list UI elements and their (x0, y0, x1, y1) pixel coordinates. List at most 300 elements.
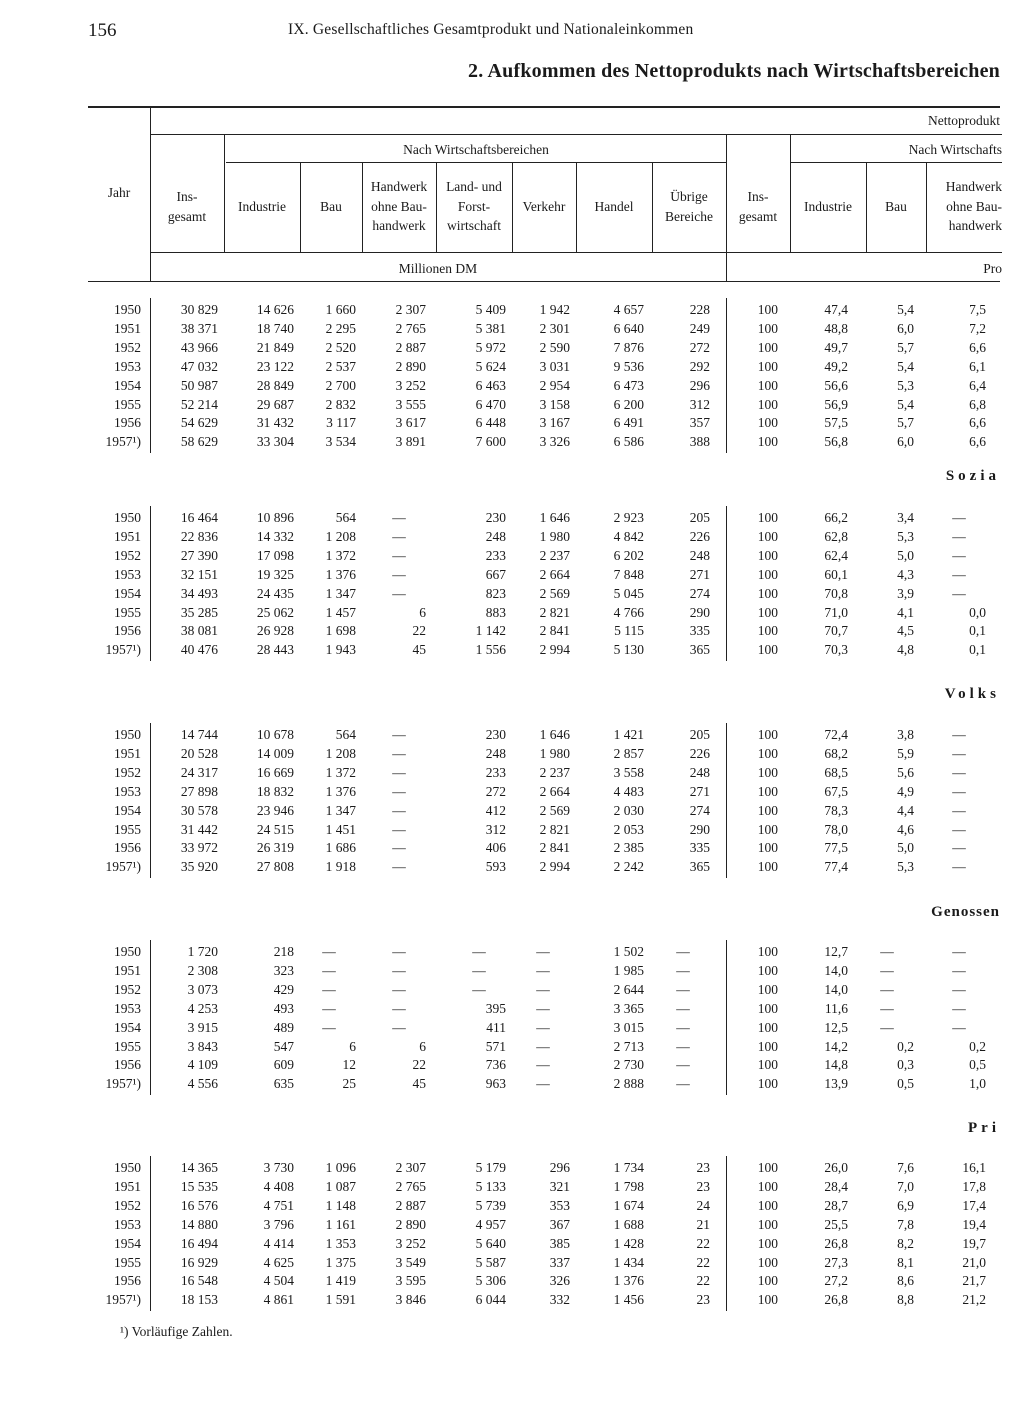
cell-handwerk-percent: 6,4 (969, 377, 986, 393)
cell-verkehr: 1 646 (539, 510, 570, 525)
cell-insgesamt: 38 371 (180, 320, 218, 336)
cell-land-forstwirtschaft: 571 (485, 1038, 506, 1054)
header-column-rule (224, 134, 225, 252)
cell-uebrige-bereiche: 248 (689, 764, 710, 780)
cell-industrie-percent: 48,8 (824, 320, 848, 336)
cell-jahr: 1954 (114, 585, 141, 601)
cell-insgesamt-percent: 100 (757, 1254, 778, 1270)
cell-insgesamt-percent: 100 (757, 642, 778, 658)
cell-insgesamt-percent: 100 (757, 727, 778, 742)
cell-handwerk-percent: — (952, 1000, 966, 1016)
cell-handel: 7 848 (613, 566, 644, 582)
cell-land-forstwirtschaft: 1 142 (475, 623, 506, 639)
cell-uebrige-bereiche: 205 (689, 727, 710, 742)
cell-bau-percent: 6,9 (897, 1197, 914, 1213)
section-title: Volks (944, 686, 1000, 702)
cell-industrie-percent: 49,2 (824, 358, 848, 374)
cell-verkehr: 2 994 (539, 859, 570, 875)
cell-uebrige-bereiche: 228 (689, 302, 710, 317)
cell-verkehr: 2 994 (539, 642, 570, 658)
cell-industrie: 24 515 (256, 821, 294, 837)
cell-verkehr: 2 841 (539, 840, 570, 856)
cell-bau-percent: 6,0 (897, 434, 914, 450)
cell-insgesamt: 35 285 (180, 604, 218, 620)
cell-land-forstwirtschaft: 406 (485, 840, 506, 856)
cell-verkehr: 1 646 (539, 727, 570, 742)
cell-jahr: 1956 (114, 415, 141, 431)
cell-handwerk: — (392, 840, 406, 856)
cell-insgesamt-percent: 100 (757, 1292, 778, 1308)
cell-handwerk: — (392, 981, 406, 997)
unit-rule (88, 281, 1000, 282)
cell-handwerk-percent: 0,2 (969, 1038, 986, 1054)
cell-industrie: 3 796 (263, 1216, 294, 1232)
cell-insgesamt-percent: 100 (757, 434, 778, 450)
cell-handel: 5 045 (613, 585, 644, 601)
cell-land-forstwirtschaft: 230 (485, 510, 506, 525)
cell-bau: 1 591 (325, 1292, 356, 1308)
cell-verkehr: — (536, 1057, 550, 1073)
handwerk-header: Handwerk ohne Bau- handwerk (370, 179, 428, 233)
cell-insgesamt: 15 535 (180, 1178, 218, 1194)
cell-bau-percent: 0,3 (897, 1057, 914, 1073)
cell-uebrige-bereiche: 249 (689, 320, 710, 336)
cell-insgesamt-percent: 100 (757, 528, 778, 544)
cell-handel: 2 888 (613, 1076, 644, 1092)
cell-insgesamt-percent: 100 (757, 415, 778, 431)
cell-uebrige-bereiche: — (676, 1038, 690, 1054)
cell-handel: 1 688 (613, 1216, 644, 1232)
cell-industrie-percent: 26,8 (824, 1292, 848, 1308)
cell-industrie-percent: 78,0 (824, 821, 848, 837)
cell-insgesamt: 14 880 (180, 1216, 218, 1232)
cell-insgesamt-percent: 100 (757, 320, 778, 336)
cell-land-forstwirtschaft: 5 640 (475, 1235, 506, 1251)
cell-industrie-percent: 70,3 (824, 642, 848, 658)
cell-insgesamt-percent: 100 (757, 821, 778, 837)
cell-verkehr: 2 954 (539, 377, 570, 393)
cell-industrie-percent: 77,4 (824, 859, 848, 875)
data-column-rule (726, 298, 727, 453)
cell-bau: 2 700 (325, 377, 356, 393)
cell-handel: 2 644 (613, 981, 644, 997)
cell-uebrige-bereiche: 296 (689, 377, 710, 393)
cell-bau-percent: 5,0 (897, 840, 914, 856)
cell-handwerk-percent: — (952, 821, 966, 837)
jahr-header: Jahr (107, 185, 131, 200)
cell-bau: 12 (342, 1057, 356, 1073)
cell-bau: 1 347 (325, 585, 356, 601)
cell-jahr: 1956 (114, 1057, 141, 1073)
cell-handwerk-percent: 0,1 (969, 623, 986, 639)
cell-insgesamt: 43 966 (180, 339, 218, 355)
cell-handwerk-percent: — (952, 944, 966, 959)
cell-jahr: 1952 (114, 981, 141, 997)
cell-industrie: 19 325 (256, 566, 294, 582)
cell-handwerk-percent: 7,5 (969, 302, 986, 317)
cell-handel: 1 734 (613, 1160, 644, 1175)
cell-industrie: 4 408 (263, 1178, 294, 1194)
cell-bau: 1 372 (325, 764, 356, 780)
cell-industrie: 3 730 (263, 1160, 294, 1175)
cell-verkehr: — (536, 981, 550, 997)
cell-insgesamt-percent: 100 (757, 358, 778, 374)
cell-handwerk-percent: 17,4 (962, 1197, 986, 1213)
cell-bau: 1 353 (325, 1235, 356, 1251)
cell-bau: 1 376 (325, 566, 356, 582)
cell-bau: 1 698 (325, 623, 356, 639)
cell-land-forstwirtschaft: 411 (486, 1019, 506, 1035)
uebrige-bereiche-header: Übrige Bereiche (665, 189, 713, 224)
cell-verkehr: 2 569 (539, 802, 570, 818)
cell-handel: 6 200 (613, 396, 644, 412)
cell-verkehr: 296 (549, 1160, 570, 1175)
cell-bau-percent: 5,7 (897, 415, 914, 431)
cell-industrie: 23 122 (256, 358, 294, 374)
cell-insgesamt: 32 151 (180, 566, 218, 582)
cell-insgesamt: 34 493 (180, 585, 218, 601)
cell-jahr: 1950 (114, 510, 141, 525)
cell-industrie: 31 432 (256, 415, 294, 431)
cell-bau-percent: 7,0 (897, 1178, 914, 1194)
running-head: IX. Gesellschaftliches Gesamtprodukt und Nationaleinkommen (288, 21, 694, 38)
cell-bau: — (322, 962, 336, 978)
cell-jahr: 1955 (114, 604, 141, 620)
cell-land-forstwirtschaft: 5 306 (475, 1273, 506, 1289)
cell-jahr: 1957¹) (105, 859, 141, 875)
cell-insgesamt-percent: 100 (757, 566, 778, 582)
cell-handwerk: — (392, 1000, 406, 1016)
cell-handwerk-percent: 6,6 (969, 415, 986, 431)
cell-handel: 1 985 (613, 962, 644, 978)
cell-insgesamt-percent: 100 (757, 396, 778, 412)
cell-handel: 2 730 (613, 1057, 644, 1073)
cell-land-forstwirtschaft: 667 (485, 566, 506, 582)
cell-bau: 1 943 (325, 642, 356, 658)
cell-industrie-percent: 62,4 (824, 547, 848, 563)
cell-jahr: 1951 (114, 1178, 141, 1194)
cell-handwerk: 6 (419, 604, 426, 620)
cell-industrie: 323 (273, 962, 294, 978)
cell-land-forstwirtschaft: 5 179 (475, 1160, 506, 1175)
cell-industrie-percent: 57,5 (824, 415, 848, 431)
cell-industrie: 14 332 (256, 528, 294, 544)
cell-bau: — (322, 944, 336, 959)
cell-handwerk: — (392, 859, 406, 875)
cell-handel: 2 713 (613, 1038, 644, 1054)
cell-uebrige-bereiche: 290 (689, 821, 710, 837)
cell-land-forstwirtschaft: 736 (485, 1057, 506, 1073)
cell-jahr: 1954 (114, 377, 141, 393)
cell-uebrige-bereiche: 388 (689, 434, 710, 450)
cell-verkehr: 2 664 (539, 566, 570, 582)
cell-uebrige-bereiche: 226 (689, 745, 710, 761)
cell-bau: 1 148 (325, 1197, 356, 1213)
unit-prozent: Pro (983, 261, 1002, 276)
cell-verkehr: 326 (549, 1273, 570, 1289)
cell-insgesamt-percent: 100 (757, 962, 778, 978)
cell-industrie: 4 414 (263, 1235, 294, 1251)
cell-jahr: 1956 (114, 1273, 141, 1289)
cell-industrie: 10 896 (256, 510, 294, 525)
cell-jahr: 1954 (114, 1235, 141, 1251)
cell-handel: 1 502 (613, 944, 644, 959)
cell-land-forstwirtschaft: 312 (485, 821, 506, 837)
cell-insgesamt: 47 032 (180, 358, 218, 374)
cell-handel: 4 766 (613, 604, 644, 620)
cell-handwerk: 3 252 (395, 377, 426, 393)
cell-industrie-percent: 26,0 (824, 1160, 848, 1175)
cell-uebrige-bereiche: 23 (696, 1160, 710, 1175)
cell-land-forstwirtschaft: 4 957 (475, 1216, 506, 1232)
cell-insgesamt-percent: 100 (757, 981, 778, 997)
bau-percent-header: Bau (885, 199, 907, 214)
unit-millionen-dm: Millionen DM (398, 261, 478, 276)
cell-verkehr: 2 821 (539, 821, 570, 837)
section-title: Genossen (931, 904, 1000, 920)
cell-handwerk-percent: — (952, 727, 966, 742)
data-column-rule (726, 723, 727, 878)
cell-handel: 1 421 (613, 727, 644, 742)
cell-land-forstwirtschaft: 6 448 (475, 415, 506, 431)
cell-industrie: 29 687 (256, 396, 294, 412)
cell-industrie: 17 098 (256, 547, 294, 563)
cell-jahr: 1952 (114, 547, 141, 563)
cell-verkehr: 2 841 (539, 623, 570, 639)
cell-land-forstwirtschaft: 1 556 (475, 642, 506, 658)
cell-jahr: 1957¹) (105, 642, 141, 658)
cell-handwerk: 6 (419, 1038, 426, 1054)
cell-handel: 3 558 (613, 764, 644, 780)
cell-insgesamt: 14 744 (180, 727, 218, 742)
cell-bau-percent: 8,1 (897, 1254, 914, 1270)
cell-verkehr: 353 (549, 1197, 570, 1213)
cell-handwerk-percent: 0,1 (969, 642, 986, 658)
cell-handwerk-percent: 6,6 (969, 339, 986, 355)
cell-handwerk-percent: 21,0 (962, 1254, 986, 1270)
cell-industrie: 10 678 (256, 727, 294, 742)
cell-verkehr: 385 (549, 1235, 570, 1251)
cell-bau: 2 832 (325, 396, 356, 412)
cell-jahr: 1955 (114, 821, 141, 837)
cell-handel: 2 923 (613, 510, 644, 525)
cell-uebrige-bereiche: 24 (696, 1197, 710, 1213)
cell-uebrige-bereiche: 292 (689, 358, 710, 374)
cell-handwerk: 2 887 (395, 339, 426, 355)
cell-handwerk-percent: 16,1 (962, 1160, 986, 1175)
cell-bau-percent: 4,9 (897, 783, 914, 799)
cell-jahr: 1950 (114, 944, 141, 959)
cell-insgesamt: 18 153 (180, 1292, 218, 1308)
cell-bau-percent: 0,2 (897, 1038, 914, 1054)
cell-insgesamt-percent: 100 (757, 623, 778, 639)
section-title: Pri (968, 1120, 1000, 1136)
cell-handwerk: 2 887 (395, 1197, 426, 1213)
cell-insgesamt-percent: 100 (757, 1000, 778, 1016)
cell-industrie: 28 849 (256, 377, 294, 393)
cell-jahr: 1952 (114, 1197, 141, 1213)
cell-handwerk-percent: 19,7 (962, 1235, 986, 1251)
cell-bau-percent: — (880, 981, 894, 997)
cell-verkehr: 332 (549, 1292, 570, 1308)
cell-bau: 6 (349, 1038, 356, 1054)
cell-industrie-percent: 12,7 (824, 944, 848, 959)
cell-handwerk: — (392, 944, 406, 959)
cell-bau-percent: 6,0 (897, 320, 914, 336)
cell-insgesamt: 14 365 (180, 1160, 218, 1175)
cell-industrie: 635 (273, 1076, 294, 1092)
cell-industrie-percent: 28,4 (824, 1178, 848, 1194)
cell-uebrige-bereiche: 335 (689, 623, 710, 639)
insgesamt-percent-header: Ins- gesamt (738, 189, 778, 224)
cell-handwerk: — (392, 962, 406, 978)
cell-insgesamt-percent: 100 (757, 944, 778, 959)
cell-handwerk: 3 846 (395, 1292, 426, 1308)
cell-uebrige-bereiche: 365 (689, 642, 710, 658)
cell-uebrige-bereiche: 271 (689, 783, 710, 799)
handel-header: Handel (594, 199, 634, 214)
cell-verkehr: 3 326 (539, 434, 570, 450)
cell-verkehr: 2 569 (539, 585, 570, 601)
cell-insgesamt: 3 915 (187, 1019, 218, 1035)
cell-jahr: 1951 (114, 962, 141, 978)
cell-jahr: 1953 (114, 566, 141, 582)
cell-handwerk: — (392, 547, 406, 563)
cell-bau-percent: 8,6 (897, 1273, 914, 1289)
cell-industrie-percent: 14,0 (824, 981, 848, 997)
cell-insgesamt-percent: 100 (757, 585, 778, 601)
cell-industrie: 4 625 (263, 1254, 294, 1270)
nettoprodukt-label: Nettoprodukt (928, 113, 1000, 128)
cell-bau: 1 087 (325, 1178, 356, 1194)
cell-jahr: 1957¹) (105, 434, 141, 450)
cell-insgesamt: 22 836 (180, 528, 218, 544)
cell-handwerk-percent: — (952, 764, 966, 780)
cell-bau-percent: 4,6 (897, 821, 914, 837)
cell-verkehr: — (536, 1000, 550, 1016)
cell-jahr: 1954 (114, 802, 141, 818)
data-column-rule (150, 298, 151, 453)
cell-industrie: 489 (273, 1019, 294, 1035)
cell-land-forstwirtschaft: 230 (485, 727, 506, 742)
cell-bau-percent: 0,5 (897, 1076, 914, 1092)
cell-bau-percent: 4,1 (897, 604, 914, 620)
cell-insgesamt: 20 528 (180, 745, 218, 761)
cell-handwerk-percent: 6,8 (969, 396, 986, 412)
cell-uebrige-bereiche: 357 (689, 415, 710, 431)
cell-industrie-percent: 47,4 (824, 302, 848, 317)
cell-verkehr: — (536, 1076, 550, 1092)
cell-bau-percent: 5,7 (897, 339, 914, 355)
cell-uebrige-bereiche: 274 (689, 802, 710, 818)
nach-wirtschaftsbereichen-label: Nach Wirtschaftsbereichen (403, 142, 549, 157)
cell-jahr: 1953 (114, 1216, 141, 1232)
cell-industrie: 547 (273, 1038, 294, 1054)
cell-bau-percent: 5,3 (897, 377, 914, 393)
cell-jahr: 1951 (114, 320, 141, 336)
cell-verkehr: 1 942 (539, 302, 570, 317)
cell-handwerk: 3 595 (395, 1273, 426, 1289)
cell-insgesamt-percent: 100 (757, 302, 778, 317)
cell-jahr: 1951 (114, 745, 141, 761)
cell-industrie-percent: 60,1 (824, 566, 848, 582)
cell-industrie: 18 740 (256, 320, 294, 336)
cell-industrie-percent: 70,8 (824, 585, 848, 601)
cell-handwerk: — (392, 528, 406, 544)
cell-uebrige-bereiche: — (676, 1019, 690, 1035)
cell-jahr: 1956 (114, 840, 141, 856)
cell-bau-percent: 5,3 (897, 859, 914, 875)
cell-industrie-percent: 26,8 (824, 1235, 848, 1251)
cell-handwerk-percent: — (952, 745, 966, 761)
cell-land-forstwirtschaft: 248 (485, 528, 506, 544)
cell-land-forstwirtschaft: 823 (485, 585, 506, 601)
cell-insgesamt: 3 073 (187, 981, 218, 997)
cell-industrie-percent: 71,0 (824, 604, 848, 620)
nettoprodukt-rule (150, 134, 1002, 135)
cell-uebrige-bereiche: 23 (696, 1292, 710, 1308)
cell-industrie: 16 669 (256, 764, 294, 780)
cell-insgesamt: 24 317 (180, 764, 218, 780)
cell-handwerk: 45 (412, 642, 426, 658)
cell-insgesamt: 31 442 (180, 821, 218, 837)
cell-industrie: 25 062 (256, 604, 294, 620)
cell-land-forstwirtschaft: 5 739 (475, 1197, 506, 1213)
cell-handel: 6 640 (613, 320, 644, 336)
cell-handel: 4 842 (613, 528, 644, 544)
cell-handel: 2 857 (613, 745, 644, 761)
cell-uebrige-bereiche: 205 (689, 510, 710, 525)
cell-land-forstwirtschaft: 5 133 (475, 1178, 506, 1194)
cell-verkehr: 2 590 (539, 339, 570, 355)
cell-jahr: 1952 (114, 339, 141, 355)
table-title: 2. Aufkommen des Nettoprodukts nach Wirtschaftsbereichen (468, 60, 1000, 82)
cell-land-forstwirtschaft: 272 (485, 783, 506, 799)
cell-handwerk: — (392, 745, 406, 761)
cell-bau-percent: 5,4 (897, 302, 914, 317)
cell-insgesamt-percent: 100 (757, 339, 778, 355)
cell-handwerk: — (392, 802, 406, 818)
cell-uebrige-bereiche: — (676, 1000, 690, 1016)
industrie-header: Industrie (238, 199, 286, 214)
cell-jahr: 1950 (114, 1160, 141, 1175)
cell-land-forstwirtschaft: 5 587 (475, 1254, 506, 1270)
cell-industrie-percent: 25,5 (824, 1216, 848, 1232)
cell-handel: 1 456 (613, 1292, 644, 1308)
cell-handwerk-percent: 21,2 (962, 1292, 986, 1308)
cell-handwerk: — (392, 566, 406, 582)
cell-insgesamt: 30 578 (180, 802, 218, 818)
cell-jahr: 1951 (114, 528, 141, 544)
cell-handel: 5 130 (613, 642, 644, 658)
cell-handwerk-percent: — (952, 566, 966, 582)
cell-insgesamt: 38 081 (180, 623, 218, 639)
cell-handel: 6 202 (613, 547, 644, 563)
cell-bau-percent: 4,8 (897, 642, 914, 658)
group-rule-right (790, 162, 1002, 163)
cell-handel: 2 030 (613, 802, 644, 818)
cell-bau: 1 375 (325, 1254, 356, 1270)
cell-verkehr: 337 (549, 1254, 570, 1270)
cell-insgesamt: 3 843 (187, 1038, 218, 1054)
cell-insgesamt-percent: 100 (757, 547, 778, 563)
cell-insgesamt-percent: 100 (757, 1038, 778, 1054)
cell-bau-percent: 4,5 (897, 623, 914, 639)
cell-handwerk: — (392, 764, 406, 780)
cell-insgesamt-percent: 100 (757, 1160, 778, 1175)
cell-bau: 1 208 (325, 745, 356, 761)
cell-handwerk-percent: 21,7 (962, 1273, 986, 1289)
